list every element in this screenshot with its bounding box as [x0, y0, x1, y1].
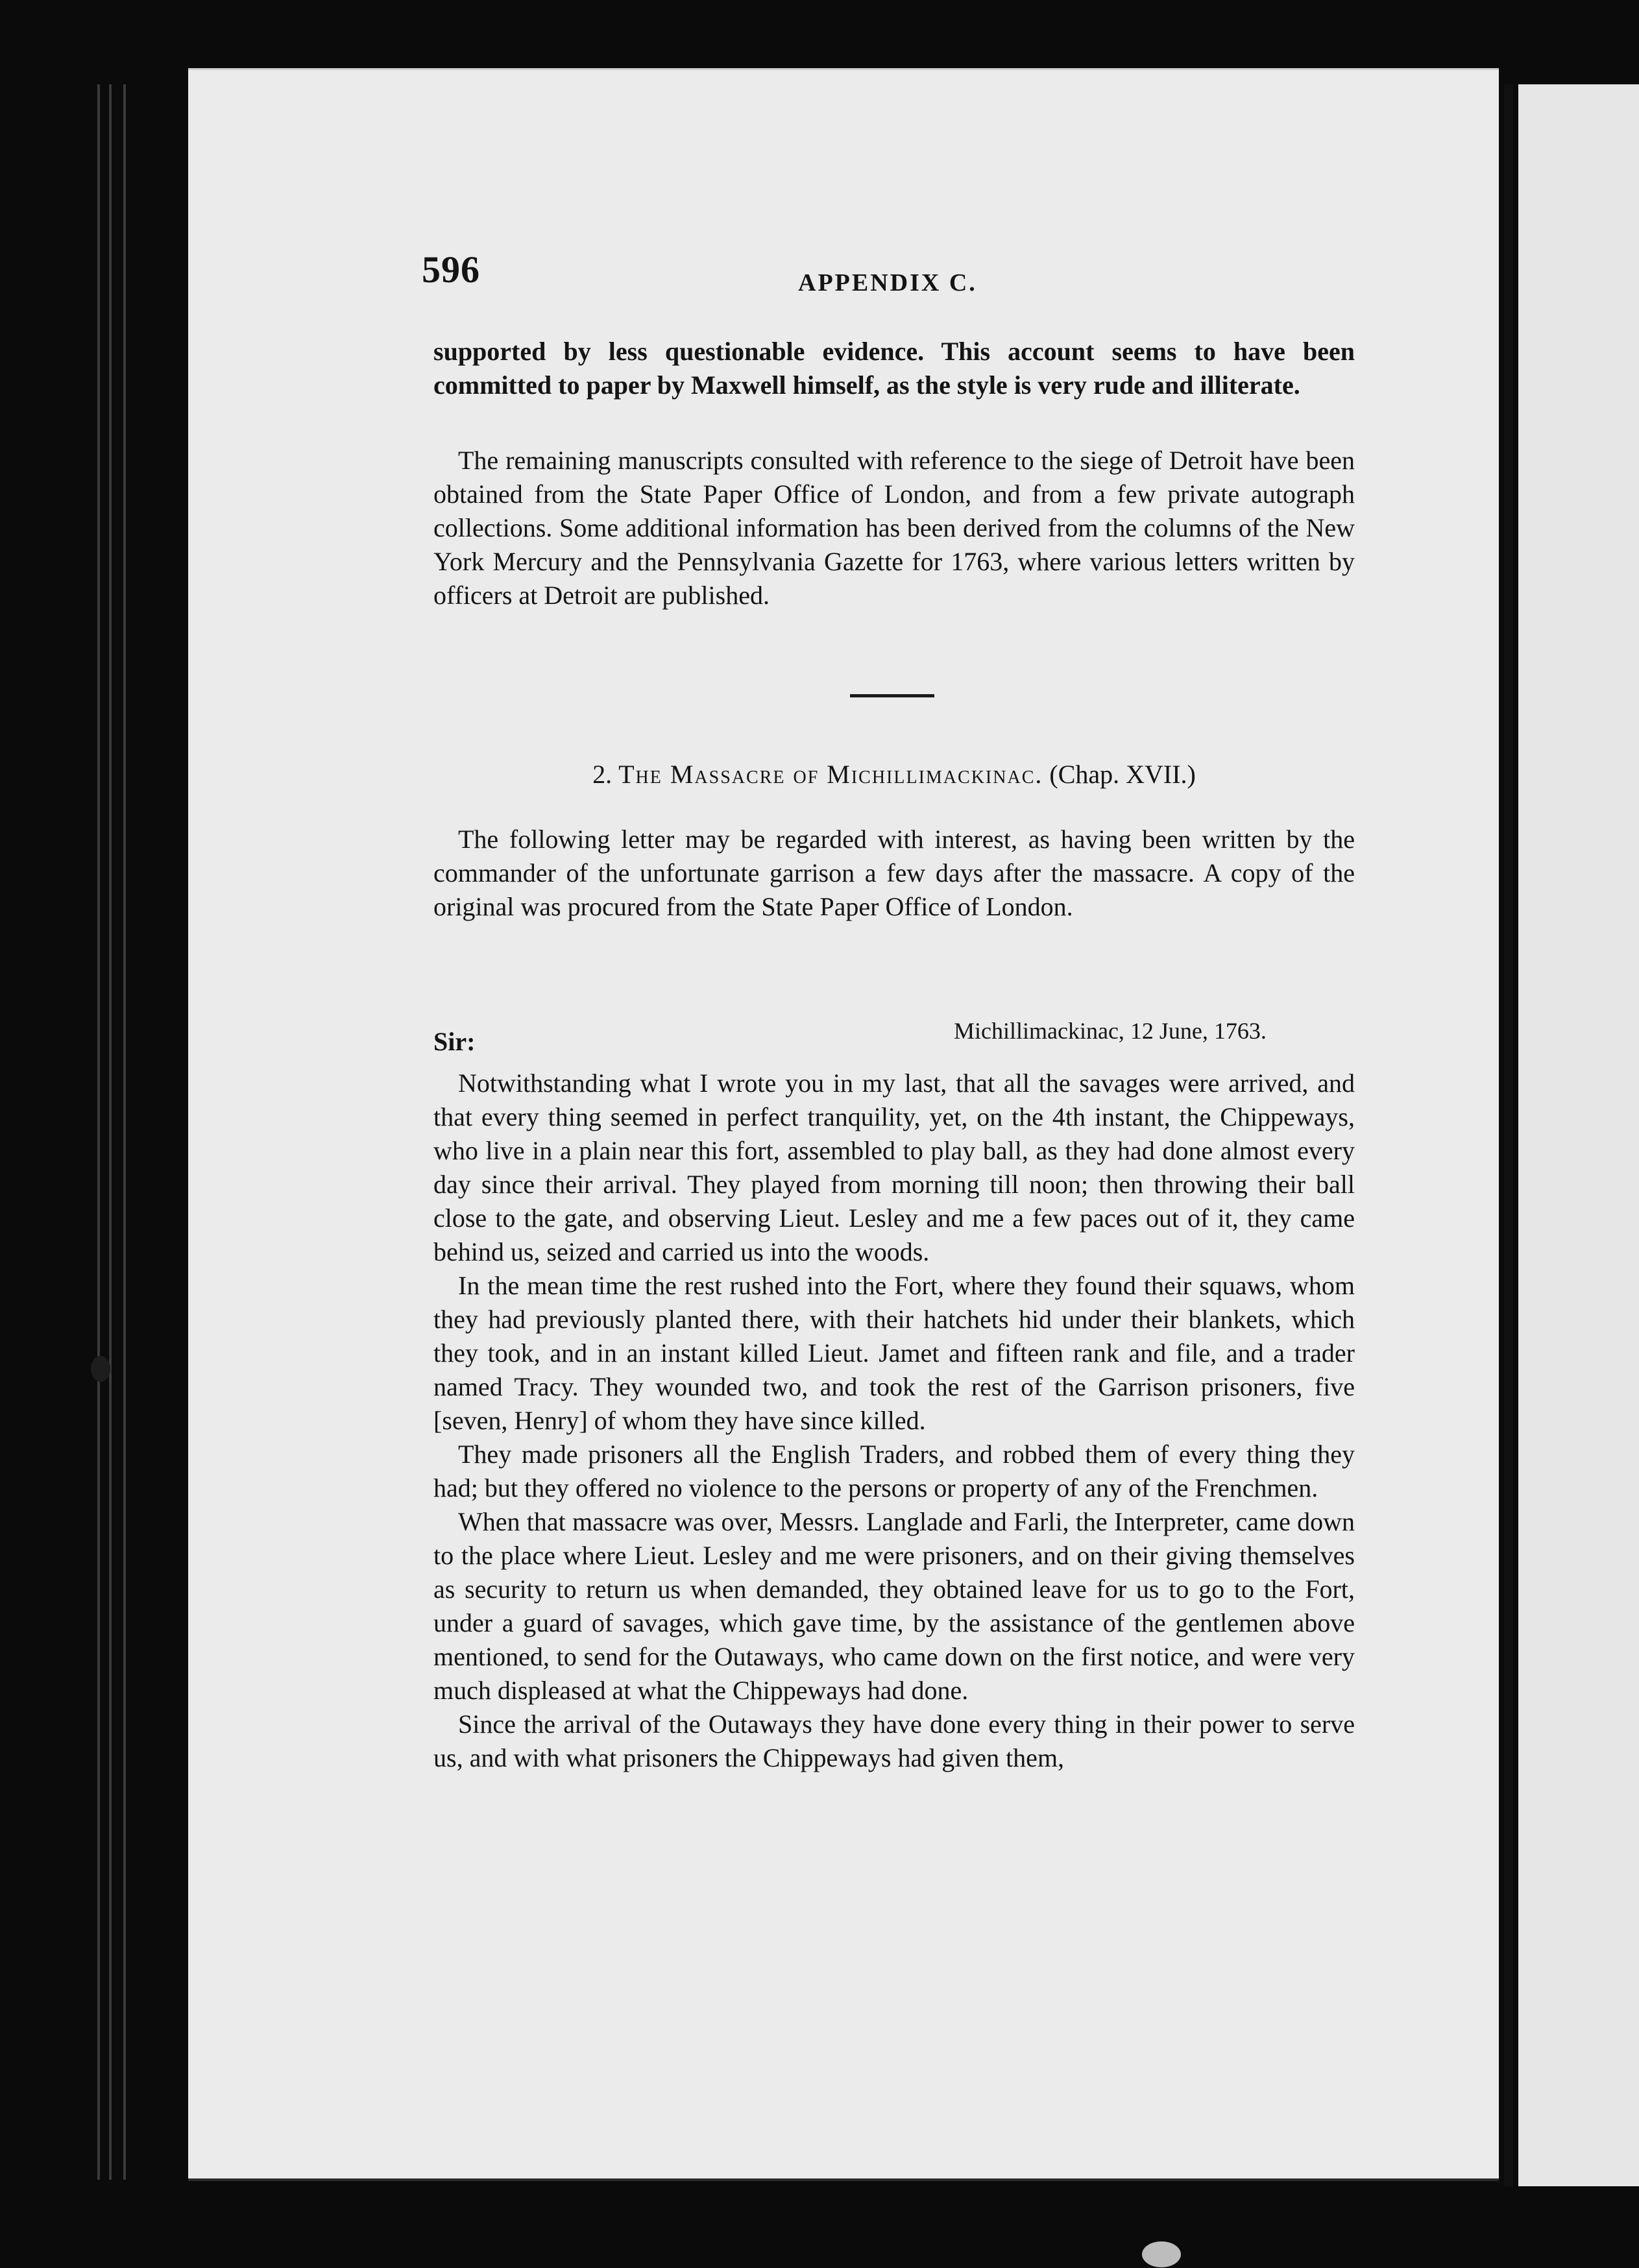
opening-paragraph-text: supported by less questionable evidence. This account seems to have been committed to paper by Maxwell himself, as the style is very rude and illiterate. [433, 337, 1355, 400]
letter-paragraph: They made prisoners all the English Traders, and robbed them of every thing they had; but they offered no violence to the persons or property of any of the Frenchmen. [433, 1440, 1355, 1502]
opening-paragraph [433, 335, 1355, 402]
running-head: APPENDIX C. [798, 269, 977, 296]
page-gutter [1504, 84, 1513, 2186]
letter-paragraph: In the mean time the rest rushed into the Fort, where they found their squaws, whom they had previously planted there, with their hatchets hid under their blankets, which they took, and in an instant killed Lieut. Jamet and fifteen rank and file, and a trader named Tracy. They wounded two, and took the rest of the Garrison prisoners, five [seven, Henry] of whom they have since killed. [433, 1271, 1355, 1435]
intro-paragraph [433, 823, 1355, 924]
section-number: 2. [592, 760, 613, 789]
letter-paragraph: Notwithstanding what I wrote you in my last, that all the savages were arrived, and that every thing seemed in perfect tranquility, yet, on the 4th instant, the Chippeways, who live in a plain near this fort, assembled to play ball, as they had done almost every day since their arrival. They played from morning till noon; then throwing their ball close to the gate, and observing Lieut. Lesley and me a few paces out of it, they came behind us, seized and carried us into the woods. [433, 1068, 1355, 1266]
manuscripts-paragraph [433, 444, 1355, 612]
letter-salutation: Sir: [433, 1027, 476, 1056]
page-number: 596 [422, 248, 480, 291]
chapter-reference: (Chap. XVII.) [1049, 760, 1196, 789]
section-heading [433, 758, 1355, 791]
section-title: The Massacre of Michillimackinac. [618, 760, 1043, 789]
binding-shadow-line [123, 84, 126, 2180]
scan-speck [1142, 2241, 1181, 2267]
binding-shadow-line [97, 84, 100, 2180]
facing-page-edge [1518, 84, 1639, 2186]
letter-paragraph: Since the arrival of the Outaways they have done every thing in their power to serve us, and with what prisoners the Chippeways had given them, [433, 1709, 1355, 1772]
section-divider [850, 694, 934, 697]
letter-dateline: Michillimackinac, 12 June, 1763. [954, 1018, 1267, 1044]
scan-speck [91, 1356, 110, 1382]
manuscripts-paragraph-text: The remaining manuscripts consulted with reference to the siege of Detroit have been obtained from the State Paper Office of London, and from a few private autograph collections. Some additional information has been derived from the columns of the New York Mercury and the Pennsylvania Gazette for 1763, where various letters written by officers at Detroit are published. [433, 446, 1355, 610]
letter-paragraph: When that massacre was over, Messrs. Langlade and Farli, the Interpreter, came down to the place where Lieut. Lesley and me were prisoners, and on their giving themselves as security to return us when demanded, they obtained leave for us to go to the Fort, under a guard of savages, which gave time, by the assistance of the gentlemen above mentioned, to send for the Outaways, who came down on the first notice, and were very much displeased at what the Chippeways had done. [433, 1507, 1355, 1705]
intro-paragraph-text: The following letter may be regarded with interest, as having been written by the commander of the unfortunate garrison a few days after the massacre. A copy of the original was procured from the State Paper Office of London. [433, 825, 1355, 921]
letter-body [433, 1067, 1355, 1775]
binding-shadow-line [109, 84, 112, 2180]
